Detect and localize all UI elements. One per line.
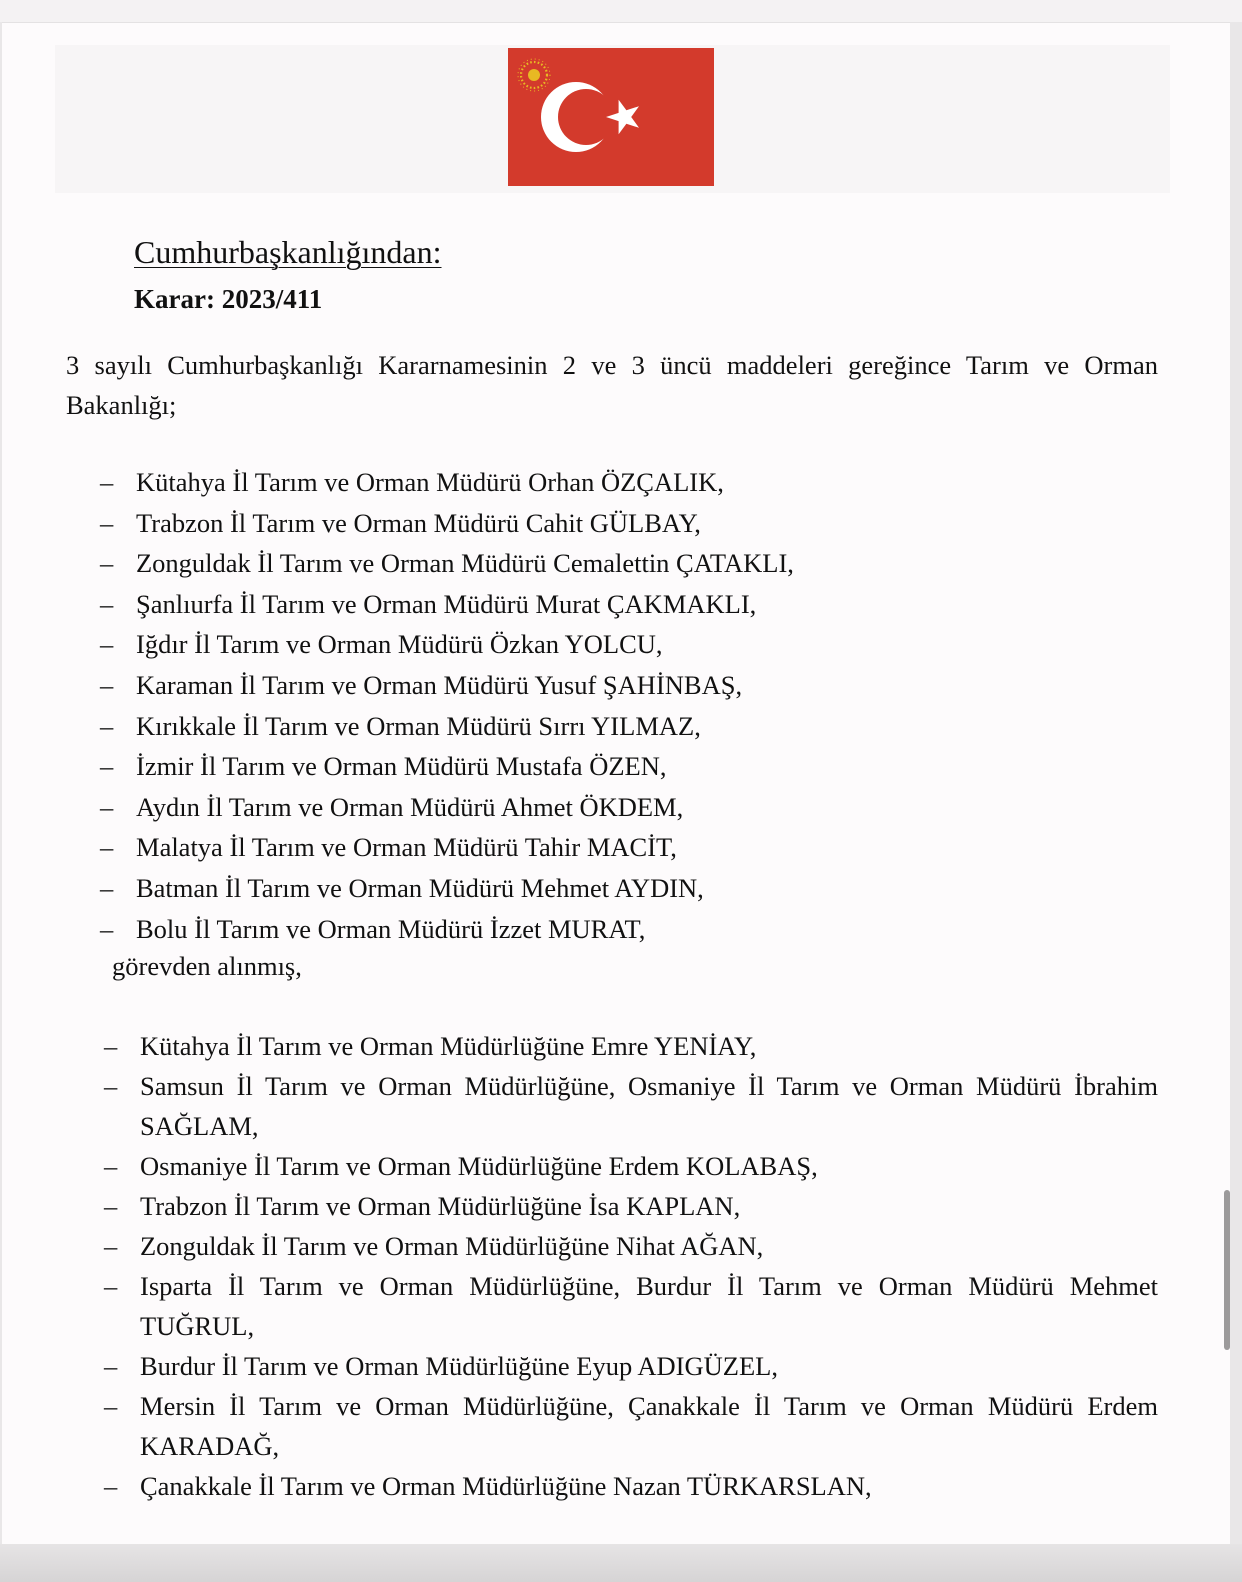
list-item-text: Kütahya İl Tarım ve Orman Müdürü Orhan ÖZÇALIK,: [136, 467, 724, 497]
list-item-text: Malatya İl Tarım ve Orman Müdürü Tahir MACİT,: [136, 832, 677, 863]
list-item: [104, 1066, 1158, 1146]
list-item: [104, 1226, 1158, 1266]
viewer-bottom-edge: [0, 1544, 1242, 1582]
list-dash: –: [104, 1271, 118, 1301]
list-item: [104, 1146, 1158, 1186]
list-item: [104, 1466, 1158, 1506]
list-item: [100, 462, 1160, 503]
list-item-text: Isparta İl Tarım ve Orman Müdürlüğüne, Burdur İl Tarım ve Orman Müdürü Mehmet TUĞRUL,: [140, 1271, 1158, 1341]
list-dash: –: [100, 467, 114, 497]
list-item: [100, 746, 1160, 787]
list-dash: –: [104, 1471, 118, 1501]
list-item-text: Kütahya İl Tarım ve Orman Müdürlüğüne Emre YENİAY,: [140, 1031, 757, 1061]
list-item: [100, 868, 1160, 909]
list-item-text: Karaman İl Tarım ve Orman Müdürü Yusuf ŞAHİNBAŞ,: [136, 669, 743, 700]
vertical-scrollbar-thumb[interactable]: [1224, 1190, 1230, 1350]
list-item-text: Bolu İl Tarım ve Orman Müdürü İzzet MURAT,: [136, 913, 646, 944]
list-item-text: Trabzon İl Tarım ve Orman Müdürlüğüne İsa KAPLAN,: [140, 1191, 741, 1221]
list-item-text: Batman İl Tarım ve Orman Müdürü Mehmet AYDIN,: [136, 872, 704, 903]
list-dash: –: [100, 507, 114, 538]
list-dash: –: [104, 1071, 118, 1101]
list-item: [100, 706, 1160, 747]
list-item-text: Burdur İl Tarım ve Orman Müdürlüğüne Eyup ADIGÜZEL,: [140, 1351, 778, 1381]
list-item-text: Iğdır İl Tarım ve Orman Müdürü Özkan YOLCU,: [136, 629, 663, 660]
list-item: [100, 624, 1160, 665]
list-item-text: Zonguldak İl Tarım ve Orman Müdürü Cemalettin ÇATAKLI,: [136, 548, 794, 579]
list-dash: –: [104, 1391, 118, 1421]
list-item: [100, 827, 1160, 868]
removed-officials-list: [100, 462, 1160, 949]
list-item-text: Aydın İl Tarım ve Orman Müdürü Ahmet ÖKDEM,: [136, 791, 684, 822]
list-item-text: Kırıkkale İl Tarım ve Orman Müdürü Sırrı YILMAZ,: [136, 710, 701, 741]
list-item-text: Samsun İl Tarım ve Orman Müdürlüğüne, Osmaniye İl Tarım ve Orman Müdürü İbrahim SAĞLAM,: [140, 1071, 1158, 1141]
turkish-flag-icon: [508, 48, 714, 186]
appointed-officials-list: [104, 1026, 1158, 1506]
list-item-text: Trabzon İl Tarım ve Orman Müdürü Cahit GÜLBAY,: [136, 507, 701, 538]
list-item-text: Mersin İl Tarım ve Orman Müdürlüğüne, Çanakkale İl Tarım ve Orman Müdürü Erdem KARADAĞ,: [140, 1391, 1158, 1461]
list-item: [104, 1386, 1158, 1466]
list-dash: –: [100, 548, 114, 579]
list-dash: –: [100, 791, 114, 822]
list-item: [104, 1346, 1158, 1386]
list-dash: –: [104, 1191, 118, 1221]
decision-number: Karar: 2023/411: [134, 284, 323, 314]
list-dash: –: [100, 669, 114, 700]
list-dash: –: [100, 588, 114, 619]
issuer-heading: Cumhurbaşkanlığından:: [134, 234, 442, 270]
list-item: [100, 543, 1160, 584]
list-item: [100, 909, 1160, 950]
list-item: [100, 665, 1160, 706]
list-dash: –: [100, 832, 114, 863]
list-dash: –: [100, 710, 114, 741]
list-dash: –: [104, 1151, 118, 1181]
list-dash: –: [104, 1031, 118, 1061]
list-item-text: İzmir İl Tarım ve Orman Müdürü Mustafa ÖZEN,: [136, 751, 667, 782]
list-dash: –: [104, 1351, 118, 1381]
list-item: [100, 503, 1160, 544]
list-item-text: Zonguldak İl Tarım ve Orman Müdürlüğüne Nihat AĞAN,: [140, 1231, 764, 1261]
list-item: [100, 787, 1160, 828]
list-item-text: Osmaniye İl Tarım ve Orman Müdürlüğüne Erdem KOLABAŞ,: [140, 1151, 818, 1181]
list-item-text: Çanakkale İl Tarım ve Orman Müdürlüğüne Nazan TÜRKARSLAN,: [140, 1471, 872, 1501]
viewer-top-edge: [0, 0, 1242, 22]
list-dash: –: [100, 629, 114, 660]
list-item-text: Şanlıurfa İl Tarım ve Orman Müdürü Murat ÇAKMAKLI,: [136, 588, 757, 619]
list-dash: –: [104, 1231, 118, 1261]
list-item: [104, 1186, 1158, 1226]
intro-paragraph: 3 sayılı Cumhurbaşkanlığı Kararnamesinin 2 ve 3 üncü maddeleri gereğince Tarım ve Orman Bakanlığı;: [66, 350, 1158, 420]
list-item: [100, 584, 1160, 625]
list-item: [104, 1026, 1158, 1066]
removed-verb-line: görevden alınmış,: [112, 951, 302, 981]
crescent-inner: [558, 89, 614, 145]
list-dash: –: [100, 751, 114, 782]
list-dash: –: [100, 872, 114, 903]
list-item: [104, 1266, 1158, 1346]
list-dash: –: [100, 913, 114, 944]
